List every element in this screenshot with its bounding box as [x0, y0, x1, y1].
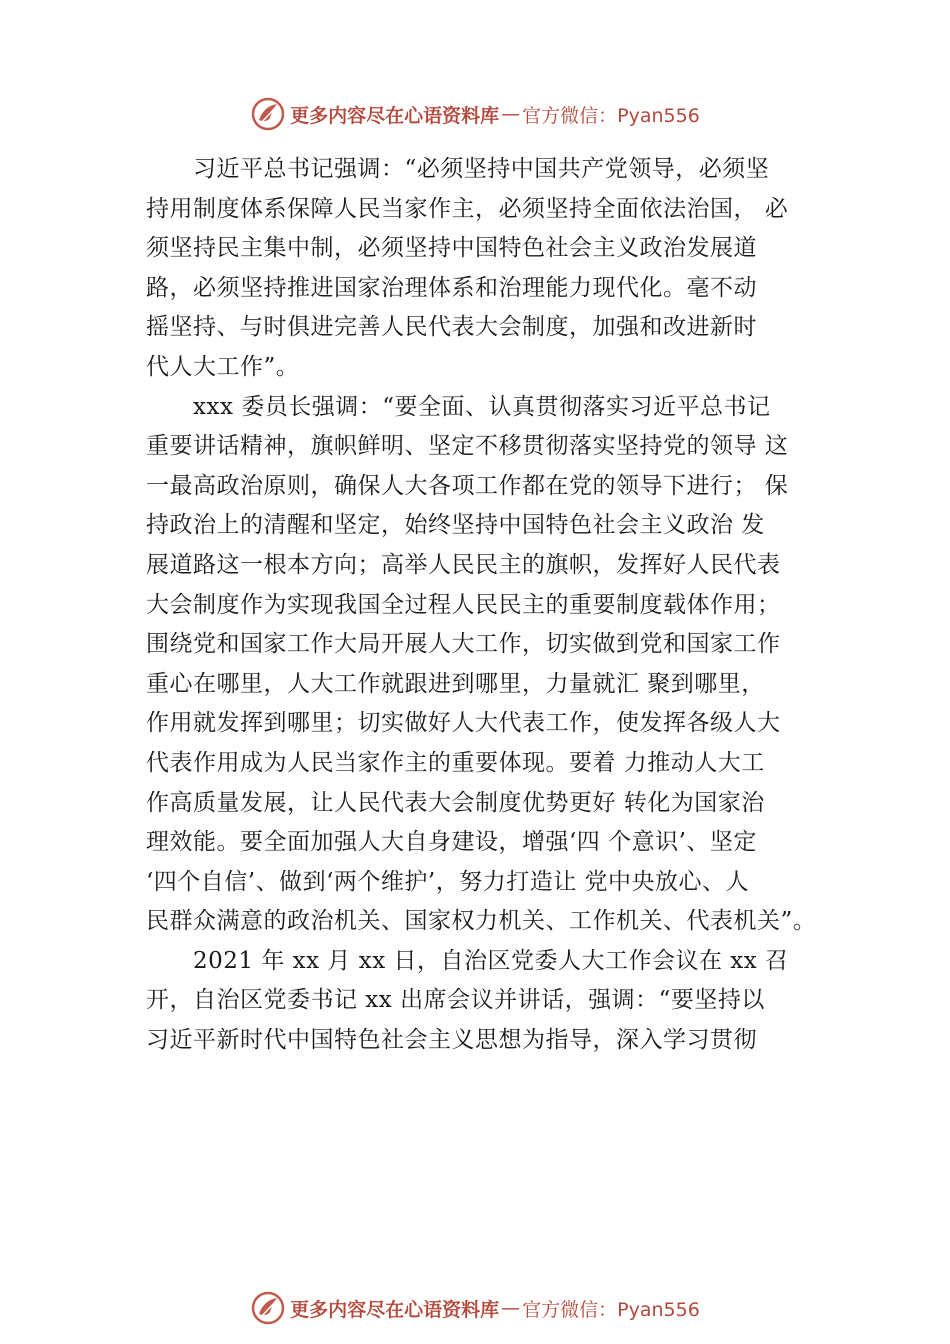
- document-body: [146, 150, 836, 1061]
- text-line: 代人大工作”。: [146, 353, 300, 380]
- text-line: 重要讲话精神，旗帜鲜明、坚定不移贯彻落实坚持党的领导 这: [146, 433, 789, 460]
- header-dash: —: [501, 103, 521, 125]
- footer-dash: —: [501, 1297, 521, 1319]
- logo-icon: [250, 96, 286, 132]
- header-wechat: 官方微信：Pyan556: [522, 104, 700, 127]
- text-line: 作用就发挥到哪里；切实做好人大代表工作，使发挥各级人大: [146, 710, 781, 737]
- text-line: 路，必须坚持推进国家治理体系和治理能力现代化。毫不动: [146, 274, 757, 301]
- text-line: 摇坚持、与时俱进完善人民代表大会制度，加强和改进新时: [146, 314, 757, 341]
- text-line: 作高质量发展，让人民代表大会制度优势更好 转化为国家治: [146, 789, 765, 816]
- text-line: 习近平总书记强调：“必须坚持中国共产党领导，必须坚: [193, 156, 770, 182]
- text-line: 展道路这一根本方向；高举人民民主的旗帜，发挥好人民代表: [146, 551, 781, 578]
- text-line: xxx 委员长强调：“要全面、认真贯彻落实习近平总书记: [193, 393, 771, 420]
- footer-banner: [0, 1288, 950, 1328]
- text-line: 习近平新时代中国特色社会主义思想为指导，深入学习贯彻: [146, 1027, 757, 1054]
- header-slogan: 更多内容尽在心语资料库: [290, 104, 500, 127]
- text-line: 2021 年 xx 月 xx 日，自治区党委人大工作会议在 xx 召: [193, 947, 789, 974]
- text-line: 持政治上的清醒和坚定，始终坚持中国特色社会主义政治 发: [146, 512, 765, 539]
- footer-wechat: 官方微信：Pyan556: [522, 1298, 700, 1321]
- footer-slogan: 更多内容尽在心语资料库: [290, 1298, 500, 1321]
- header-banner: [0, 94, 950, 134]
- text-line: 大会制度作为实现我国全过程人民民主的重要制度载体作用；: [146, 591, 781, 618]
- text-line: 代表作用成为人民当家作主的重要体现。要着 力推动人大工: [146, 749, 765, 776]
- text-line: 开，自治区党委书记 xx 出席会议并讲话，强调：“要坚持以: [146, 987, 765, 1014]
- text-line: 一最高政治原则，确保人大各项工作都在党的领导下进行； 保: [146, 472, 789, 499]
- text-line: 围绕党和国家工作大局开展人大工作，切实做到党和国家工作: [146, 631, 781, 658]
- text-line: 持用制度体系保障人民当家作主，必须坚持全面依法治国， 必: [146, 195, 789, 222]
- text-line: 须坚持民主集中制，必须坚持中国特色社会主义政治发展道: [146, 235, 757, 262]
- text-line: 理效能。要全面加强人大自身建设，增强‘四 个意识’、坚定: [146, 829, 757, 856]
- text-line: ‘四个自信’、做到‘两个维护’，努力打造让 党中央放心、人: [146, 868, 750, 895]
- text-line: 民群众满意的政治机关、国家权力机关、工作机关、代表机关”。: [146, 908, 817, 935]
- logo-icon: [250, 1290, 286, 1326]
- text-line: 重心在哪里，人大工作就跟进到哪里，力量就汇 聚到哪里，: [146, 670, 765, 697]
